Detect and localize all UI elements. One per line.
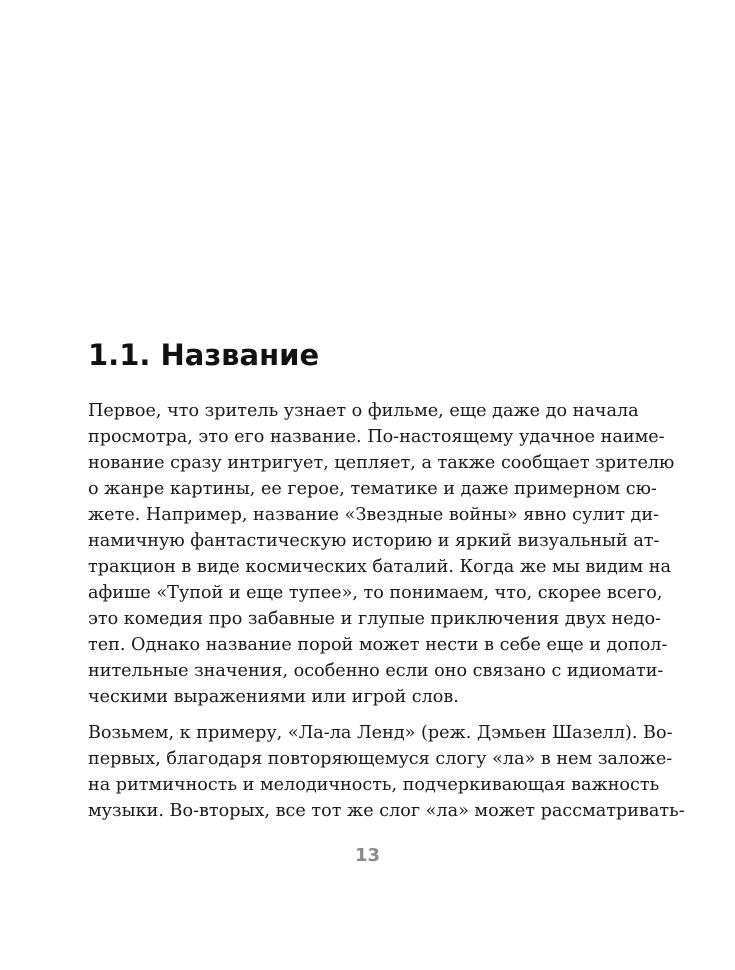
- paragraph-2: [88, 720, 685, 824]
- paragraph-line: нование сразу интригует, цепляет, а также сообщает зрителю: [88, 453, 675, 473]
- paragraph-line: это комедия про забавные и глупые приключения двух недо-: [88, 609, 661, 629]
- paragraph-line: на ритмичность и мелодичность, подчеркивающая важность: [88, 775, 660, 795]
- paragraph-line: нительные значения, особенно если оно связано с идиомати-: [88, 661, 664, 681]
- paragraph-line: просмотра, это его название. По-настоящему удачное наиме-: [88, 427, 665, 447]
- page-number: 13: [354, 845, 381, 866]
- paragraph-line: Первое, что зритель узнает о фильме, еще даже до начала: [88, 401, 639, 421]
- section-heading: 1.1. Название: [88, 338, 320, 372]
- paragraph-line: теп. Однако название порой может нести в себе еще и допол-: [88, 635, 668, 655]
- paragraph-line: ческими выражениями или игрой слов.: [88, 687, 459, 707]
- paragraph-line: первых, благодаря повторяющемуся слогу «ла» в нем заложе-: [88, 749, 673, 769]
- paragraph-line: намичную фантастическую историю и яркий визуальный ат-: [88, 531, 660, 551]
- paragraph-line: афише «Тупой и еще тупее», то понимаем, что, скорее всего,: [88, 583, 663, 603]
- paragraph-line: музыки. Во-вторых, все тот же слог «ла» может рассматривать-: [88, 801, 685, 821]
- paragraph-line: тракцион в виде космических баталий. Когда же мы видим на: [88, 557, 671, 577]
- paragraph-1: [88, 398, 675, 710]
- paragraph-line: Возьмем, к примеру, «Ла-ла Ленд» (реж. Дэмьен Шазелл). Во-: [88, 723, 673, 743]
- paragraph-line: жете. Например, название «Звездные войны» явно сулит ди-: [88, 505, 660, 525]
- paragraph-line: о жанре картины, ее герое, тематике и даже примерном сю-: [88, 479, 657, 499]
